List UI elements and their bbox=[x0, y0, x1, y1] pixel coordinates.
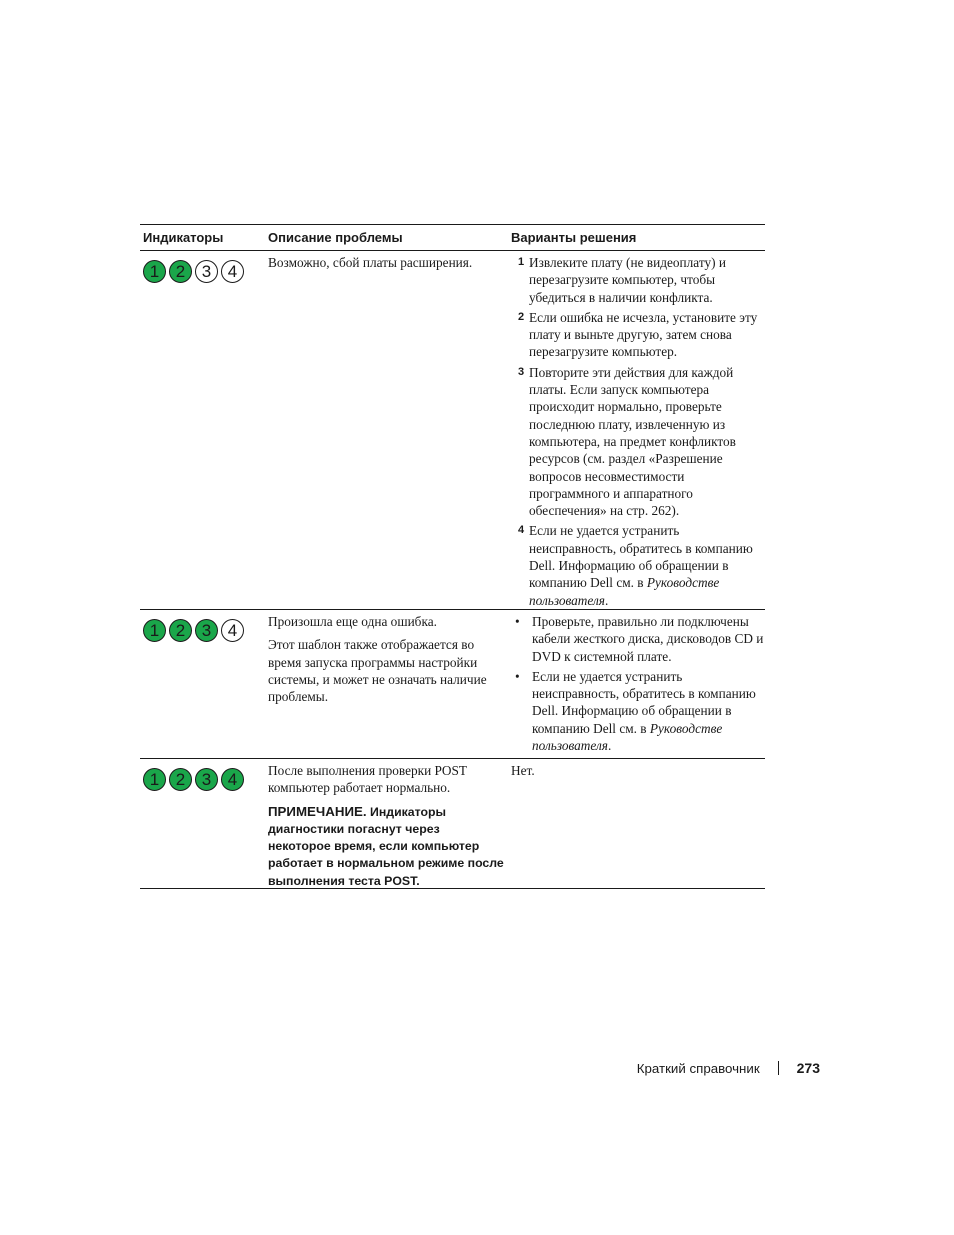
step-number: 3 bbox=[518, 365, 525, 378]
bullet-text-main: Если не удается устранить неисправность, обратитесь в компанию Dell. Информацию об обращении в компанию Dell см. в bbox=[532, 668, 756, 736]
problem-extra-text: Этот шаблон также отображается во время запуска программы настройки системы, и может не означать наличие проблемы. bbox=[268, 637, 487, 705]
indicator-cell bbox=[140, 251, 268, 609]
problem-cell bbox=[268, 759, 511, 888]
note bbox=[268, 803, 505, 890]
table-row bbox=[140, 251, 765, 610]
step-text: Повторите эти действия для каждой платы. Если запуск компьютера происходит нормально, проверьте последнюю плату, извлеченную из компьютера, на предмет конфликтов ресурсов (см. раздел «Разрешение вопросов несовместимости программного и аппаратного обеспечения» на стр. 262). bbox=[529, 364, 736, 519]
diagnostic-lights-table bbox=[140, 224, 765, 889]
solution-cell bbox=[511, 610, 765, 758]
table-row bbox=[140, 610, 765, 759]
diagnostic-leds bbox=[143, 619, 268, 642]
solution-step bbox=[511, 522, 765, 608]
led-2-icon: 2 bbox=[169, 619, 192, 642]
led-2-icon: 2 bbox=[169, 260, 192, 283]
diagnostic-leds bbox=[143, 768, 268, 791]
problem-text: Произошла еще одна ошибка. bbox=[268, 614, 437, 629]
step-text: Извлеките плату (не видеоплату) и перезагрузите компьютер, чтобы убедиться в наличии конфликта. bbox=[529, 255, 726, 305]
led-1-icon: 1 bbox=[143, 260, 166, 283]
bullet-text bbox=[532, 668, 765, 754]
bullet-text: Проверьте, правильно ли подключены кабели жесткого диска, дисководов CD и DVD к системной плате. bbox=[532, 614, 764, 664]
bullet-mark: • bbox=[515, 614, 520, 629]
led-1-icon: 1 bbox=[143, 768, 166, 791]
step-number: 1 bbox=[518, 256, 525, 268]
problem-text: Возможно, сбой платы расширения. bbox=[268, 255, 473, 270]
led-4-icon: 4 bbox=[221, 260, 244, 283]
user-guide-reference: Руководстве пользователя bbox=[532, 720, 723, 754]
diagnostic-leds bbox=[143, 260, 268, 283]
header-indicators: Индикаторы bbox=[143, 230, 224, 245]
user-guide-reference: Руководстве пользователя bbox=[529, 575, 720, 608]
step-text bbox=[529, 522, 765, 608]
problem-cell bbox=[268, 251, 511, 609]
step-text-main: Если не удается устранить неисправность, обратитесь в компанию Dell. Информацию об обращении в компанию Dell см. в bbox=[529, 523, 753, 591]
led-4-icon: 4 bbox=[221, 619, 244, 642]
solution-bullet bbox=[511, 613, 765, 665]
led-4-icon: 4 bbox=[221, 768, 244, 791]
step-text: Если ошибка не исчезла, установите эту плату и выньте другую, затем снова перезагрузите компьютер. bbox=[529, 309, 758, 360]
note-text: Индикаторы диагностики погаснут через некоторое время, если компьютер работает в нормальном режиме после выполнения теста POST. bbox=[268, 804, 504, 888]
led-3-icon: 3 bbox=[195, 768, 218, 791]
indicator-cell bbox=[140, 759, 268, 888]
page-footer bbox=[600, 1060, 820, 1076]
led-3-icon: 3 bbox=[195, 619, 218, 642]
note-label: ПРИМЕЧАНИЕ. bbox=[268, 803, 367, 819]
header-problem: Описание проблемы bbox=[268, 230, 403, 245]
bullet-text-tail: . bbox=[607, 738, 612, 754]
solution-step bbox=[511, 254, 765, 306]
led-2-icon: 2 bbox=[169, 768, 192, 791]
solution-step bbox=[511, 364, 765, 520]
table-row bbox=[140, 759, 765, 889]
led-3-icon: 3 bbox=[195, 260, 218, 283]
problem-cell bbox=[268, 610, 511, 758]
step-number: 4 bbox=[518, 524, 525, 537]
step-text-tail: . bbox=[604, 592, 609, 608]
page-number: 273 bbox=[796, 1060, 820, 1076]
solution-cell bbox=[511, 759, 765, 888]
led-1-icon: 1 bbox=[143, 619, 166, 642]
problem-text: После выполнения проверки POST компьютер работает нормально. bbox=[268, 763, 467, 796]
solution-text: Нет. bbox=[511, 763, 535, 778]
solution-bullet bbox=[511, 668, 765, 754]
solution-step bbox=[511, 309, 765, 361]
solution-cell bbox=[511, 251, 765, 609]
header-solution: Варианты решения bbox=[511, 230, 637, 245]
step-number: 2 bbox=[518, 310, 525, 323]
indicator-cell bbox=[140, 610, 268, 758]
footer-divider bbox=[778, 1061, 779, 1075]
bullet-mark: • bbox=[515, 668, 520, 684]
section-title: Краткий справочник bbox=[636, 1060, 760, 1076]
table-header bbox=[140, 224, 765, 251]
